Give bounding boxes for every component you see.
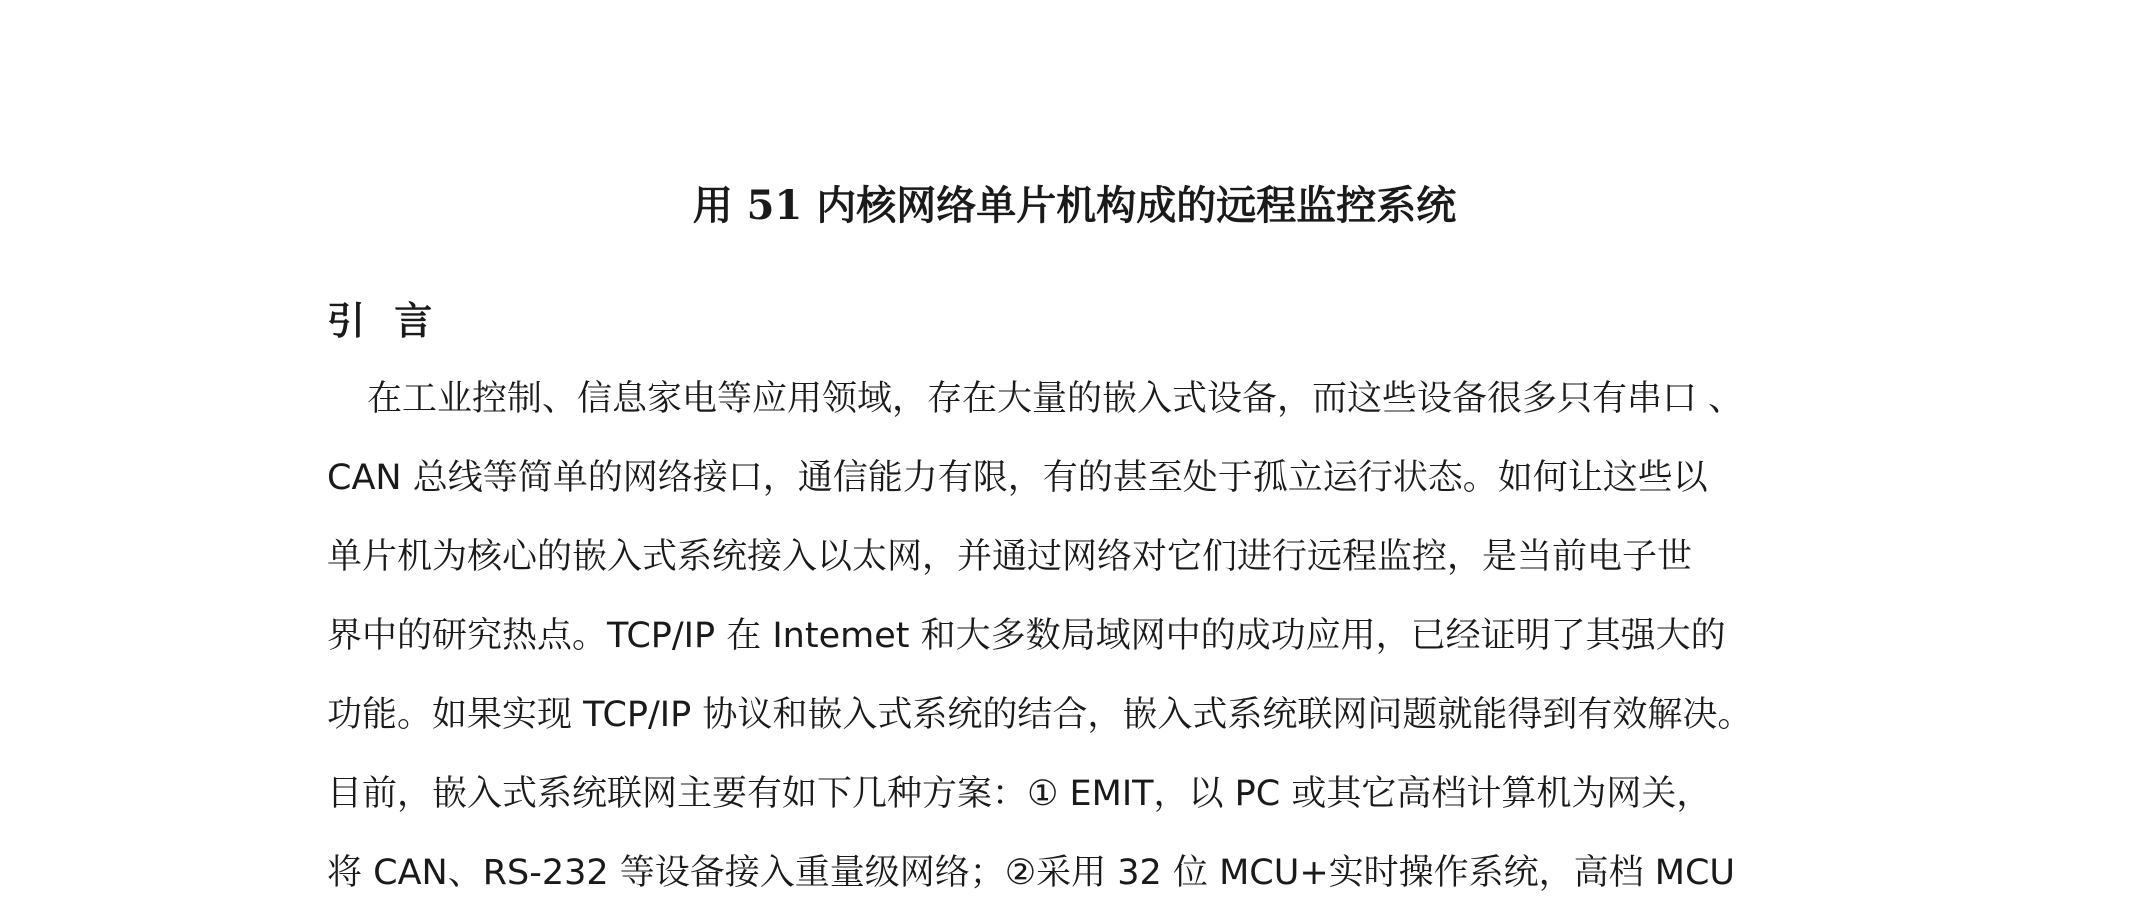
document-title: 用 51 内核网络单片机构成的远程监控系统 xyxy=(692,182,1457,229)
paragraph-line: CAN 总线等简单的网络接口，通信能力有限，有的甚至处于孤立运行状态。如何让这些以 xyxy=(327,458,1708,498)
section-heading: 引 言 xyxy=(327,298,441,343)
paragraph-line: 功能。如果实现 TCP/IP 协议和嵌入式系统的结合，嵌入式系统联网问题就能得到有效解决。 xyxy=(327,695,1753,735)
paragraph-line: 单片机为核心的嵌入式系统接入以太网，并通过网络对它们进行远程监控，是当前电子世 xyxy=(327,537,1693,577)
paragraph-line: 界中的研究热点。TCP/IP 在 Intemet 和大多数局域网中的成功应用，已经证明了其强大的 xyxy=(327,616,1726,656)
paragraph-line: 在工业控制、信息家电等应用领域，存在大量的嵌入式设备，而这些设备很多只有串口 、 xyxy=(367,379,1744,419)
paragraph-line: 将 CAN、RS-232 等设备接入重量级网络；②采用 32 位 MCU+实时操作系统，高档 MCU xyxy=(327,853,1736,893)
paragraph-line: 目前，嵌入式系统联网主要有如下几种方案：① EMIT，以 PC 或其它高档计算机为网关， xyxy=(327,774,1712,814)
